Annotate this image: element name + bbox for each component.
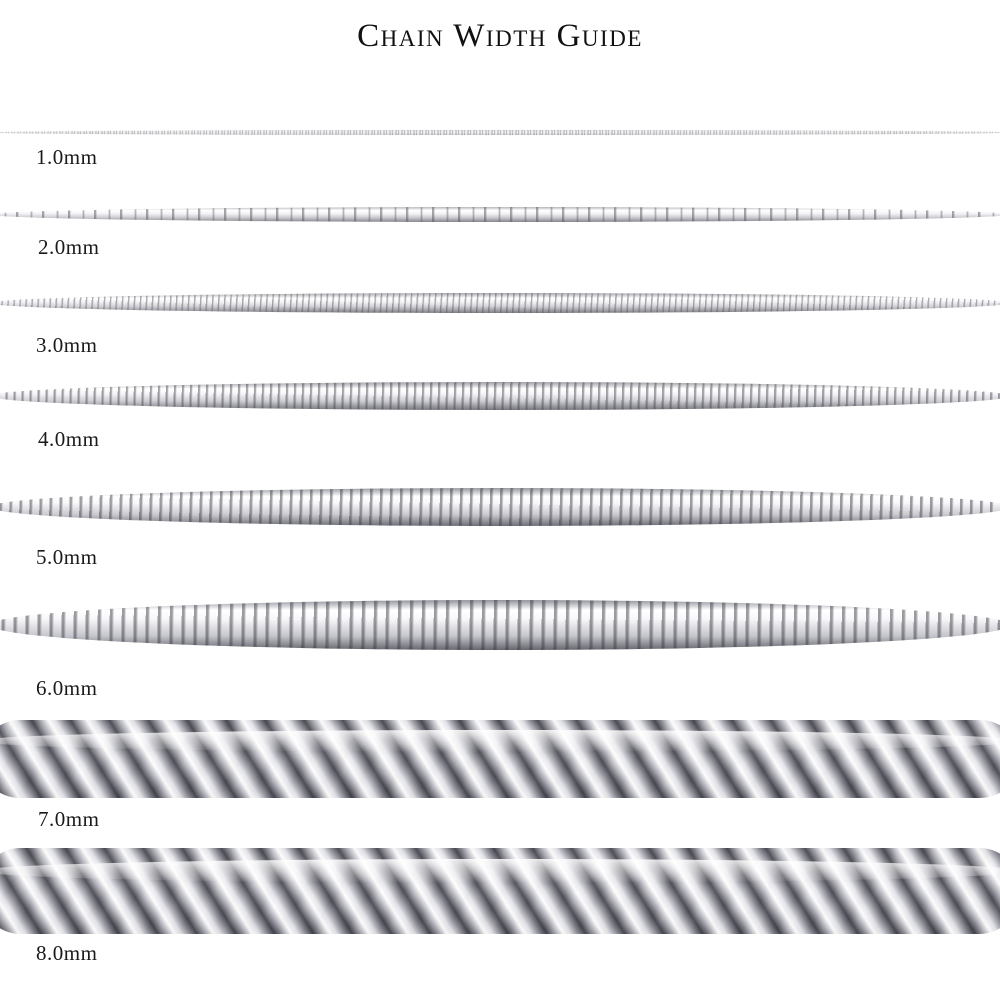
chain-rope-8 (0, 848, 1000, 934)
chain-sample-2 (0, 207, 1000, 229)
chain-label-6: 6.0mm (36, 676, 98, 700)
chain-strand-2 (0, 207, 1000, 222)
chain-label-7: 7.0mm (38, 807, 100, 831)
chain-strand-4 (0, 382, 1000, 410)
chain-label-4: 4.0mm (38, 427, 100, 451)
chain-label-1: 1.0mm (36, 145, 98, 169)
chain-sample-5 (0, 488, 1000, 532)
chain-rope-7 (0, 720, 1000, 798)
chain-sample-4 (0, 382, 1000, 416)
chain-sample-3 (0, 293, 1000, 321)
page-title: Chain Width Guide (357, 18, 643, 54)
chain-label-5: 5.0mm (36, 545, 98, 569)
chain-strand-3 (0, 293, 1000, 313)
chain-sample-8 (0, 848, 1000, 940)
chain-sample-1 (0, 130, 1000, 144)
chain-sample-7 (0, 720, 1000, 804)
chain-label-2: 2.0mm (38, 235, 100, 259)
chain-strand-5 (0, 488, 1000, 526)
chain-sample-6 (0, 600, 1000, 658)
chain-label-3: 3.0mm (36, 333, 98, 357)
chain-strand-6 (0, 600, 1000, 650)
chain-label-8: 8.0mm (36, 941, 98, 965)
chain-strand-1 (0, 130, 1000, 135)
